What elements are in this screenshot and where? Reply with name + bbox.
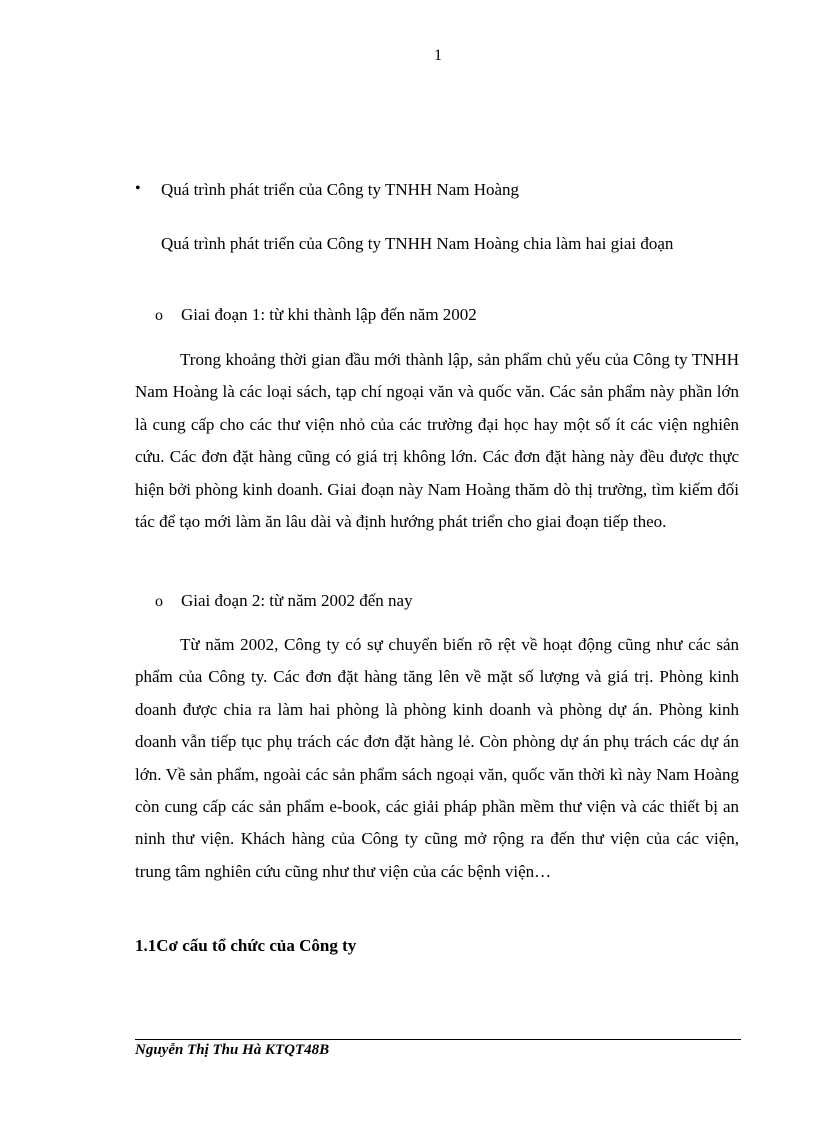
page-number: 1: [434, 47, 442, 64]
stage-2-title: Giai đoạn 2: từ năm 2002 đến nay: [181, 591, 413, 610]
circle-bullet-icon: o: [155, 593, 163, 610]
section-heading: 1.1Cơ cấu tổ chức của Công ty: [135, 936, 357, 955]
stage-1-title: Giai đoạn 1: từ khi thành lập đến năm 2002: [181, 305, 477, 324]
stage-2-heading: [155, 591, 413, 611]
stage-1-paragraph: Trong khoảng thời gian đầu mới thành lập, sản phẩm chủ yếu của Công ty TNHH Nam Hoàng là các loại sách, tạp chí ngoại văn và quốc văn. Các sản phẩm này phần lớn là cung cấp cho các thư viện nhỏ của các trường đại học hay một số ít các viện nghiên cứu. Các đơn đặt hàng cũng có giá trị không lớn. Các đơn đặt hàng này đều được thực hiện bởi phòng kinh doanh. Giai đoạn này Nam Hoàng thăm dò thị trường, tìm kiếm đối tác để tạo mới làm ăn lâu dài và định hướng phát triển cho giai đoạn tiếp theo.: [135, 350, 739, 532]
bullet-icon: •: [135, 180, 141, 197]
footer-divider: [135, 1039, 741, 1040]
stage-2-paragraph: Từ năm 2002, Công ty có sự chuyển biến rõ rệt về hoạt động cũng như các sản phẩm của Công ty. Các đơn đặt hàng tăng lên về mặt số lượng và giá trị. Phòng kinh doanh được chia ra làm hai phòng là phòng kinh doanh và phòng dự án. Phòng kinh doanh vẫn tiếp tục phụ trách các đơn đặt hàng lẻ. Còn phòng dự án phụ trách các dự án lớn. Về sản phẩm, ngoài các sản phẩm sách ngoại văn, quốc văn thời kì này Nam Hoàng còn cung cấp các sản phẩm e-book, các giải pháp phần mềm thư viện và các thiết bị an ninh thư viện. Khách hàng của Công ty cũng mở rộng ra đến thư viện của các viện, trung tâm nghiên cứu cũng như thư viện của các bệnh viện…: [135, 635, 739, 881]
stage-1-heading: [155, 305, 477, 325]
circle-bullet-icon: o: [155, 307, 163, 324]
footer-author: Nguyễn Thị Thu Hà KTQT48B: [135, 1042, 330, 1058]
intro-paragraph: Quá trình phát triển của Công ty TNHH Nam Hoàng chia làm hai giai đoạn: [161, 234, 674, 253]
bullet-text: Quá trình phát triển của Công ty TNHH Nam Hoàng: [161, 180, 520, 199]
